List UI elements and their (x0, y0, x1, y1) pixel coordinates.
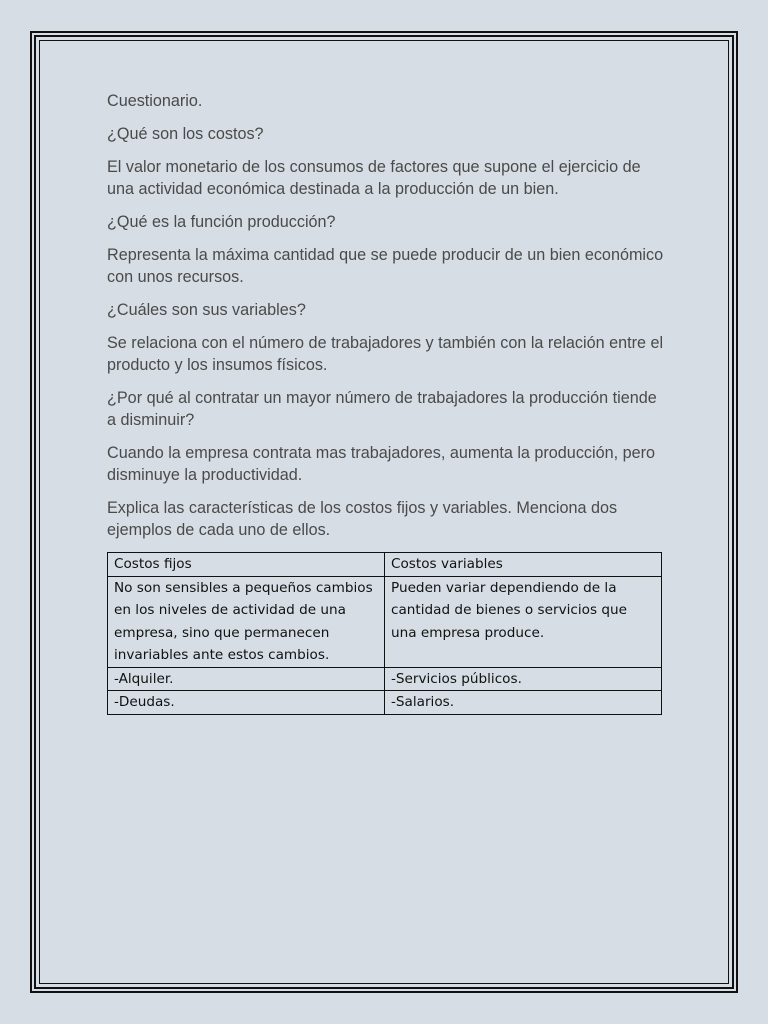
table-row (108, 691, 662, 715)
question-2: ¿Qué es la función producción? (107, 213, 336, 231)
table-cell: No son sensibles a pequeños cambios en los niveles de actividad de una empresa, sino que permanecen invariables ante estos cambios. (108, 576, 385, 667)
table-header-row (108, 553, 662, 577)
question-3: ¿Cuáles son sus variables? (107, 301, 306, 319)
table-cell: Pueden variar dependiendo de la cantidad de bienes o servicios que una empresa produce. (385, 576, 662, 667)
header-fixed-costs: Costos fijos (108, 553, 385, 577)
answer-2: Representa la máxima cantidad que se puede producir de un bien económico con unos recursos. (107, 246, 664, 286)
answer-4: Cuando la empresa contrata mas trabajadores, aumenta la producción, pero disminuye la productividad. (107, 444, 655, 484)
table-row (108, 667, 662, 691)
table-cell: -Alquiler. (108, 667, 385, 691)
table-row (108, 576, 662, 667)
question-4: ¿Por qué al contratar un mayor número de trabajadores la producción tiende a disminuir? (107, 389, 657, 429)
table-cell: -Deudas. (108, 691, 385, 715)
header-variable-costs: Costos variables (385, 553, 662, 577)
answer-3: Se relaciona con el número de trabajadores y también con la relación entre el producto y los insumos físicos. (107, 334, 664, 374)
costs-table (107, 552, 662, 715)
document-body (107, 90, 667, 715)
question-5: Explica las características de los costos fijos y variables. Menciona dos ejemplos de cada uno de ellos. (107, 499, 618, 539)
question-1: ¿Qué son los costos? (107, 125, 264, 143)
document-title: Cuestionario. (107, 92, 203, 110)
table-cell: -Servicios públicos. (385, 667, 662, 691)
table-cell: -Salarios. (385, 691, 662, 715)
answer-1: El valor monetario de los consumos de factores que supone el ejercicio de una actividad económica destinada a la producción de un bien. (107, 158, 641, 198)
